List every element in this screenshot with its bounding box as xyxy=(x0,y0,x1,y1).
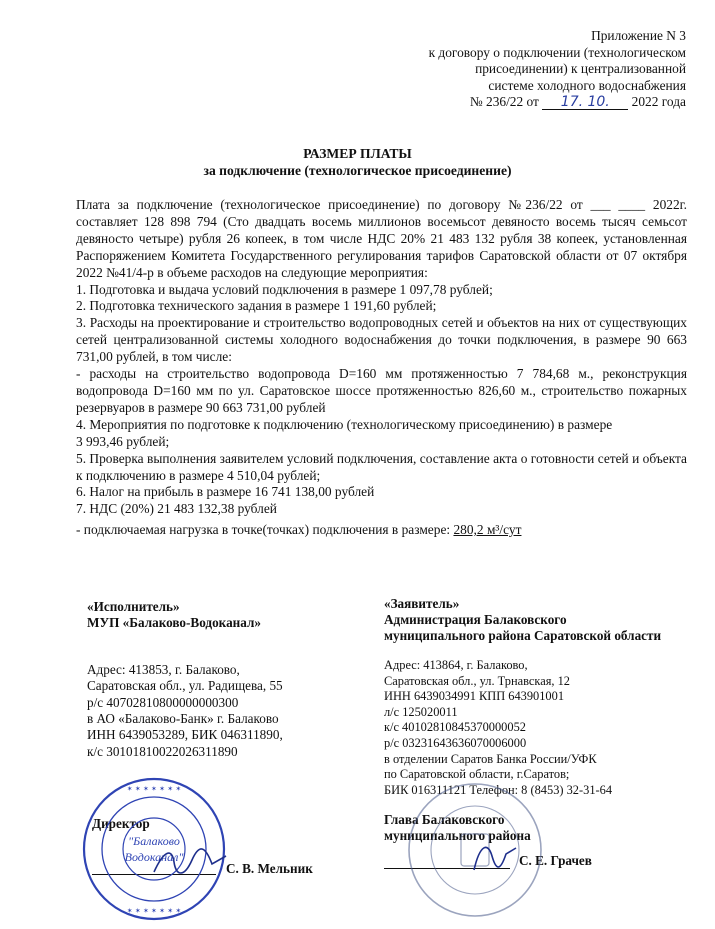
contract-date-field xyxy=(542,95,628,110)
title-main: РАЗМЕР ПЛАТЫ xyxy=(303,146,412,161)
executor-position: Директор xyxy=(92,816,150,831)
applicant-bank-2: по Саратовской области, г.Саратов; xyxy=(384,767,570,782)
item-7: 7. НДС (20%) 21 483 132,38 рублей xyxy=(76,501,277,517)
load-value: 280,2 м³/сут xyxy=(453,522,522,537)
item-1: 1. Подготовка и выдача условий подключения в размере 1 097,78 рублей; xyxy=(76,281,493,297)
item-4: 4. Мероприятия по подготовке к подключению (технологическому присоединению) в размере xyxy=(76,416,613,432)
applicant-ls: л/с 125020011 xyxy=(384,704,458,719)
contract-reference-line-1: к договору о подключении (технологическом xyxy=(428,44,686,60)
applicant-signatory: С. Е. Грачев xyxy=(519,853,592,868)
contract-reference-line-3: системе холодного водоснабжения xyxy=(488,77,686,93)
applicant-address-2: Саратовская обл., ул. Трнавская, 12 xyxy=(384,673,571,688)
applicant-role: «Заявитель» xyxy=(384,596,460,611)
executor-address-1: Адрес: 413853, г. Балаково, xyxy=(87,661,240,677)
item-3-detail: - расходы на строительство водопровода D=160 мм протяженностью 7 784,68 м., реконструкция водопровода D=160 мм по ул. Саратовское шоссе протяженностью 826,60 м., строительство пожарных резервуаров в размере 90 663 731,00 рублей xyxy=(76,366,687,415)
appendix-header xyxy=(356,28,686,111)
appendix-number: Приложение N 3 xyxy=(591,28,686,43)
executor-bank: в АО «Балаково-Банк» г. Балаково xyxy=(87,711,279,727)
title-sub: за подключение (технологическое присоединение) xyxy=(203,163,512,178)
contract-number-date xyxy=(356,94,686,111)
executor-address-2: Саратовская обл., ул. Радищева, 55 xyxy=(87,678,283,694)
executor-role: «Исполнитель» xyxy=(87,599,180,614)
item-2: 2. Подготовка технического задания в размере 1 191,60 рублей; xyxy=(76,298,437,314)
executor-account: р/с 40702810800000000300 xyxy=(87,694,239,710)
applicant-ks: к/с 40102810845370000052 xyxy=(384,720,526,735)
contract-number: № 236/22 от xyxy=(469,94,539,109)
executor-ks: к/с 30101810022026311890 xyxy=(87,743,238,759)
svg-text:✶ ✶ ✶ ✶ ✶ ✶ ✶: ✶ ✶ ✶ ✶ ✶ ✶ ✶ xyxy=(126,785,182,793)
applicant-inn: ИНН 6439034991 КПП 643901001 xyxy=(384,689,565,704)
item-3: 3. Расходы на проектирование и строительство водопроводных сетей и объектов на них от существующих сетей централизованной системы холодного водоснабжения до точки подключения, в размере 90 663 731,00 рублей, в том числе: xyxy=(76,315,687,365)
item-6: 6. Налог на прибыль в размере 16 741 138,00 рублей xyxy=(76,484,375,500)
applicant-org-2: муниципального района Саратовской области xyxy=(384,628,662,643)
executor-inn: ИНН 6439053289, БИК 046311890, xyxy=(87,727,283,743)
handwritten-date: 17. 10. xyxy=(560,94,610,110)
load-label: - подключаемая нагрузка в точке(точках) подключения в размере: xyxy=(76,522,454,537)
item-5: 5. Проверка выполнения заявителем условий подключения, составление акта о готовности сетей и объекта к подключению в размере 4 510,04 рублей; xyxy=(76,450,687,483)
applicant-bik-phone: БИК 016311121 Телефон: 8 (8453) 32-31-64 xyxy=(384,782,613,797)
contract-reference-line-2: присоединении) к централизованной xyxy=(475,61,686,76)
executor-org: МУП «Балаково-Водоканал» xyxy=(87,615,261,631)
intro-paragraph: Плата за подключение (технологическое присоединение) по договору №236/22 от ___ ____ 2022г. составляет 128 898 794 (Сто двадцать восемь миллионов восемьсот девяносто восемь тысяч семьсот девяносто четыре) рубля 26 копеек, в том числе НДС 20% 21 483 132 рубля 38 копеек, установленная Распоряжением Комитета Государственного регулирования тарифов Саратовской области от 07 октября 2022 №41/4-р в объеме расходов на следующие мероприятия: xyxy=(76,197,687,280)
applicant-position-1: Глава Балаковского xyxy=(384,812,505,827)
applicant-rs: р/с 03231643636070006000 xyxy=(384,735,527,750)
applicant-org-1: Администрация Балаковского xyxy=(384,612,567,627)
stamp-text-1: "Балаково xyxy=(128,834,180,848)
connected-load xyxy=(76,522,521,538)
executor-signatory: С. В. Мельник xyxy=(226,861,313,876)
applicant-bank-1: в отделении Саратов Банка России/УФК xyxy=(384,751,597,766)
contract-year: 2022 года xyxy=(631,94,686,109)
fee-description xyxy=(76,197,687,518)
item-4-amount: 3 993,46 рублей; xyxy=(76,433,170,449)
svg-text:✶ ✶ ✶ ✶ ✶ ✶ ✶: ✶ ✶ ✶ ✶ ✶ ✶ ✶ xyxy=(126,907,182,915)
applicant-address-1: Адрес: 413864, г. Балаково, xyxy=(384,658,528,672)
document-title xyxy=(0,145,715,179)
applicant-block xyxy=(384,596,704,798)
executor-signature xyxy=(150,842,230,882)
executor-block xyxy=(87,599,347,760)
applicant-signature xyxy=(470,838,520,876)
stamp-text-2: Водоканал" xyxy=(124,850,184,864)
applicant-position-2: муниципального района xyxy=(384,828,531,843)
